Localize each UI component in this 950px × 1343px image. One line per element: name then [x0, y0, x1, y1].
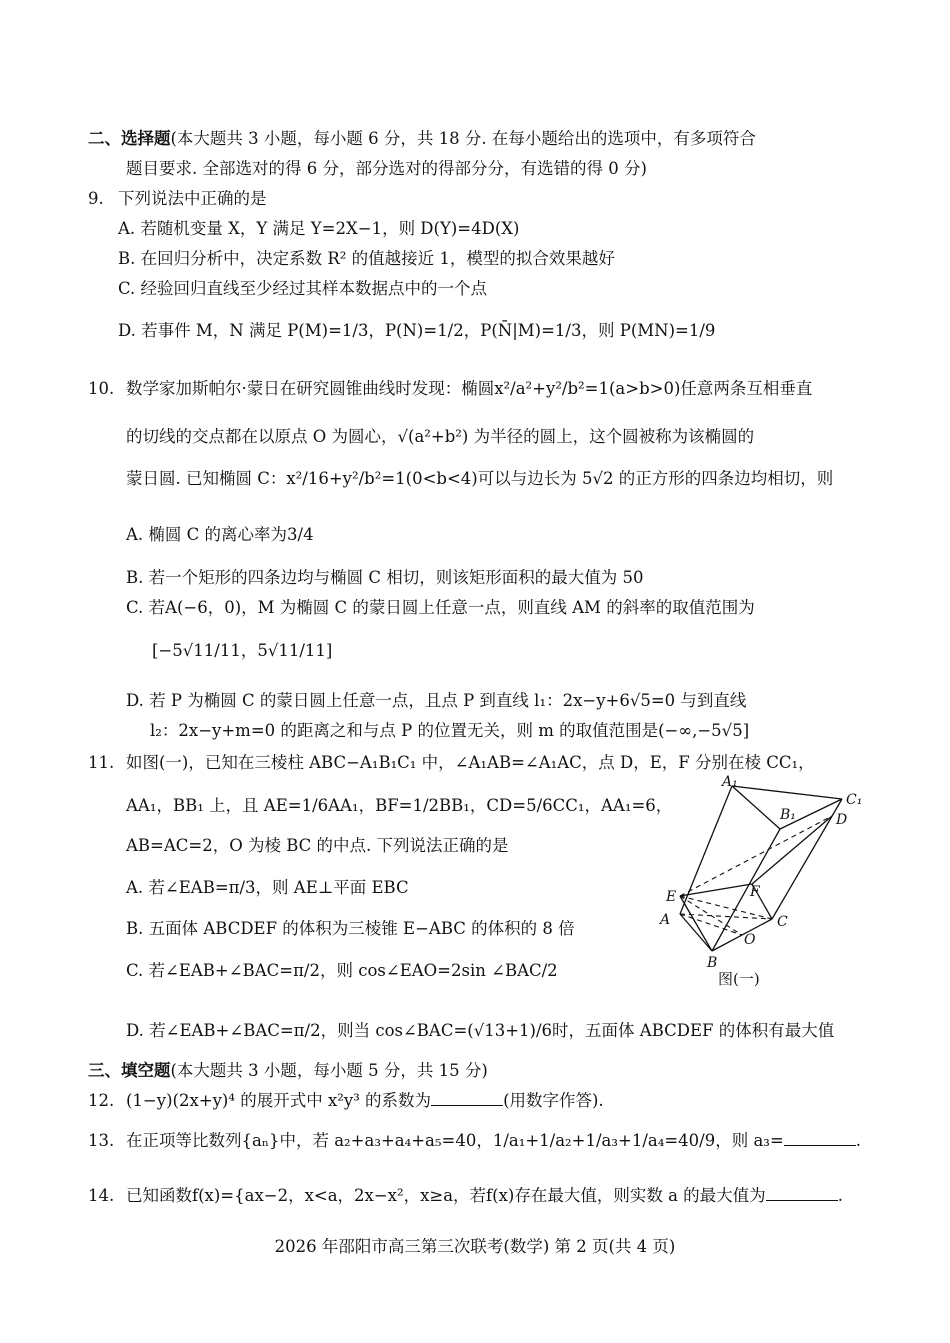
label-e: E [666, 889, 677, 905]
label-o: O [744, 932, 756, 948]
q9-option-a: A. 若随机变量 X，Y 满足 Y=2X−1，则 D(Y)=4D(X) [118, 219, 520, 238]
q13-line [126, 1130, 861, 1152]
q11-option-d: D. 若∠EAB+∠BAC=π/2，则当 cos∠BAC=(√13+1)/6时，五面体 ABCDEF 的体积有最大值 [126, 1021, 835, 1040]
q10-option-c: C. 若A(−6，0)，M 为椭圆 C 的蒙日圆上任意一点，则直线 AM 的斜率的取值范围为 [126, 598, 755, 617]
q11-option-a: A. 若∠EAB=π/3，则 AE⊥平面 EBC [126, 878, 409, 897]
q9-option-b: B. 在回归分析中，决定系数 R² 的值越接近 1，模型的拟合效果越好 [118, 249, 615, 268]
label-c1: C₁ [846, 792, 863, 808]
q12-line [126, 1090, 604, 1112]
q10-option-c-range: [−5√11/11，5√11/11] [152, 641, 333, 660]
q11-line1: 如图(一)，已知在三棱柱 ABC−A₁B₁C₁ 中，∠A₁AB=∠A₁AC，点 D，E，F 分别在棱 CC₁， [126, 753, 815, 772]
q9-option-d: D. 若事件 M，N 满足 P(M)=1/3，P(N)=1/2，P(N̄|M)=1/3，则 P(MN)=1/9 [118, 321, 716, 340]
q9-number: 9. [88, 189, 104, 208]
q13-number: 13. [88, 1131, 115, 1150]
q12-stem: (1−y)(2x+y)⁴ 的展开式中 x²y³ 的系数为 [126, 1091, 432, 1110]
q11-line2: AA₁，BB₁ 上，且 AE=1/6AA₁，BF=1/2BB₁，CD=5/6CC₁，AA₁=6， [126, 796, 673, 815]
q10-option-b: B. 若一个矩形的四条边均与椭圆 C 相切，则该矩形面积的最大值为 50 [126, 568, 644, 587]
q10-line2: 的切线的交点都在以原点 O 为圆心，√(a²+b²) 为半径的圆上，这个圆被称为该椭圆的 [126, 427, 755, 446]
section3-title: 三、填空题 [88, 1061, 171, 1080]
label-b1: B₁ [780, 807, 796, 823]
q13-stem: 在正项等比数列{aₙ}中，若 a₂+a₃+a₄+a₅=40，1/a₁+1/a₂+1/a₃+1/a₄=40/9，则 a₃= [126, 1131, 784, 1150]
q10-option-d-line2: l₂：2x−y+m=0 的距离之和与点 P 的位置无关，则 m 的取值范围是(−∞,−5√5] [150, 721, 750, 740]
q13-tail: . [855, 1131, 861, 1150]
q11-option-b: B. 五面体 ABCDEF 的体积为三棱锥 E−ABC 的体积的 8 倍 [126, 919, 575, 938]
q10-line1: 数学家加斯帕尔·蒙日在研究圆锥曲线时发现：椭圆x²/a²+y²/b²=1(a>b>0)任意两条互相垂直 [126, 379, 813, 398]
q10-number: 10. [88, 379, 115, 398]
q9-stem: 下列说法中正确的是 [118, 189, 267, 208]
prism-figure [652, 774, 864, 992]
label-a: A [660, 912, 671, 928]
section3-note: (本大题共 3 小题，每小题 5 分，共 15 分) [170, 1061, 488, 1080]
label-a1: A₁ [722, 774, 738, 790]
label-b: B [707, 955, 718, 971]
section2-note: (本大题共 3 小题，每小题 6 分，共 18 分. 在每小题给出的选项中，有多项符合 [170, 129, 756, 148]
q11-option-c: C. 若∠EAB+∠BAC=π/2，则 cos∠EAO=2sin ∠BAC/2 [126, 961, 558, 980]
q14-answer-blank[interactable] [766, 1186, 838, 1201]
q13-answer-blank[interactable] [784, 1131, 856, 1146]
section3-heading [88, 1060, 488, 1082]
q11-number: 11. [88, 753, 115, 772]
q14-line [126, 1185, 843, 1207]
q12-number: 12. [88, 1091, 115, 1110]
q10-line3: 蒙日圆. 已知椭圆 C：x²/16+y²/b²=1(0<b<4)可以与边长为 5√2 的正方形的四条边均相切，则 [126, 469, 834, 488]
q14-number: 14. [88, 1186, 115, 1205]
section2-title: 二、选择题 [88, 129, 171, 148]
label-c: C [777, 914, 788, 930]
page-footer: 2026 年邵阳市高三第三次联考(数学) 第 2 页(共 4 页) [274, 1237, 676, 1256]
section2-note2: 题目要求. 全部选对的得 6 分，部分选对的得部分分，有选错的得 0 分) [126, 159, 647, 178]
q14-stem: 已知函数f(x)={ax−2，x<a，2x−x²，x≥a，若f(x)存在最大值，则实数 a 的最大值为 [126, 1186, 766, 1205]
q12-answer-blank[interactable] [431, 1091, 503, 1106]
q12-tail: (用数字作答). [503, 1091, 604, 1110]
section2-heading [88, 128, 756, 150]
q11-line3: AB=AC=2，O 为棱 BC 的中点. 下列说法正确的是 [126, 836, 509, 855]
q10-option-d: D. 若 P 为椭圆 C 的蒙日圆上任意一点，且点 P 到直线 l₁：2x−y+6√5=0 与到直线 [126, 691, 747, 710]
figure-caption: 图(一) [718, 970, 760, 988]
q14-tail: . [837, 1186, 843, 1205]
label-d: D [836, 812, 848, 828]
q10-option-a: A. 椭圆 C 的离心率为3/4 [126, 525, 314, 544]
q9-option-c: C. 经验回归直线至少经过其样本数据点中的一个点 [118, 279, 488, 298]
label-f: F [750, 884, 760, 900]
